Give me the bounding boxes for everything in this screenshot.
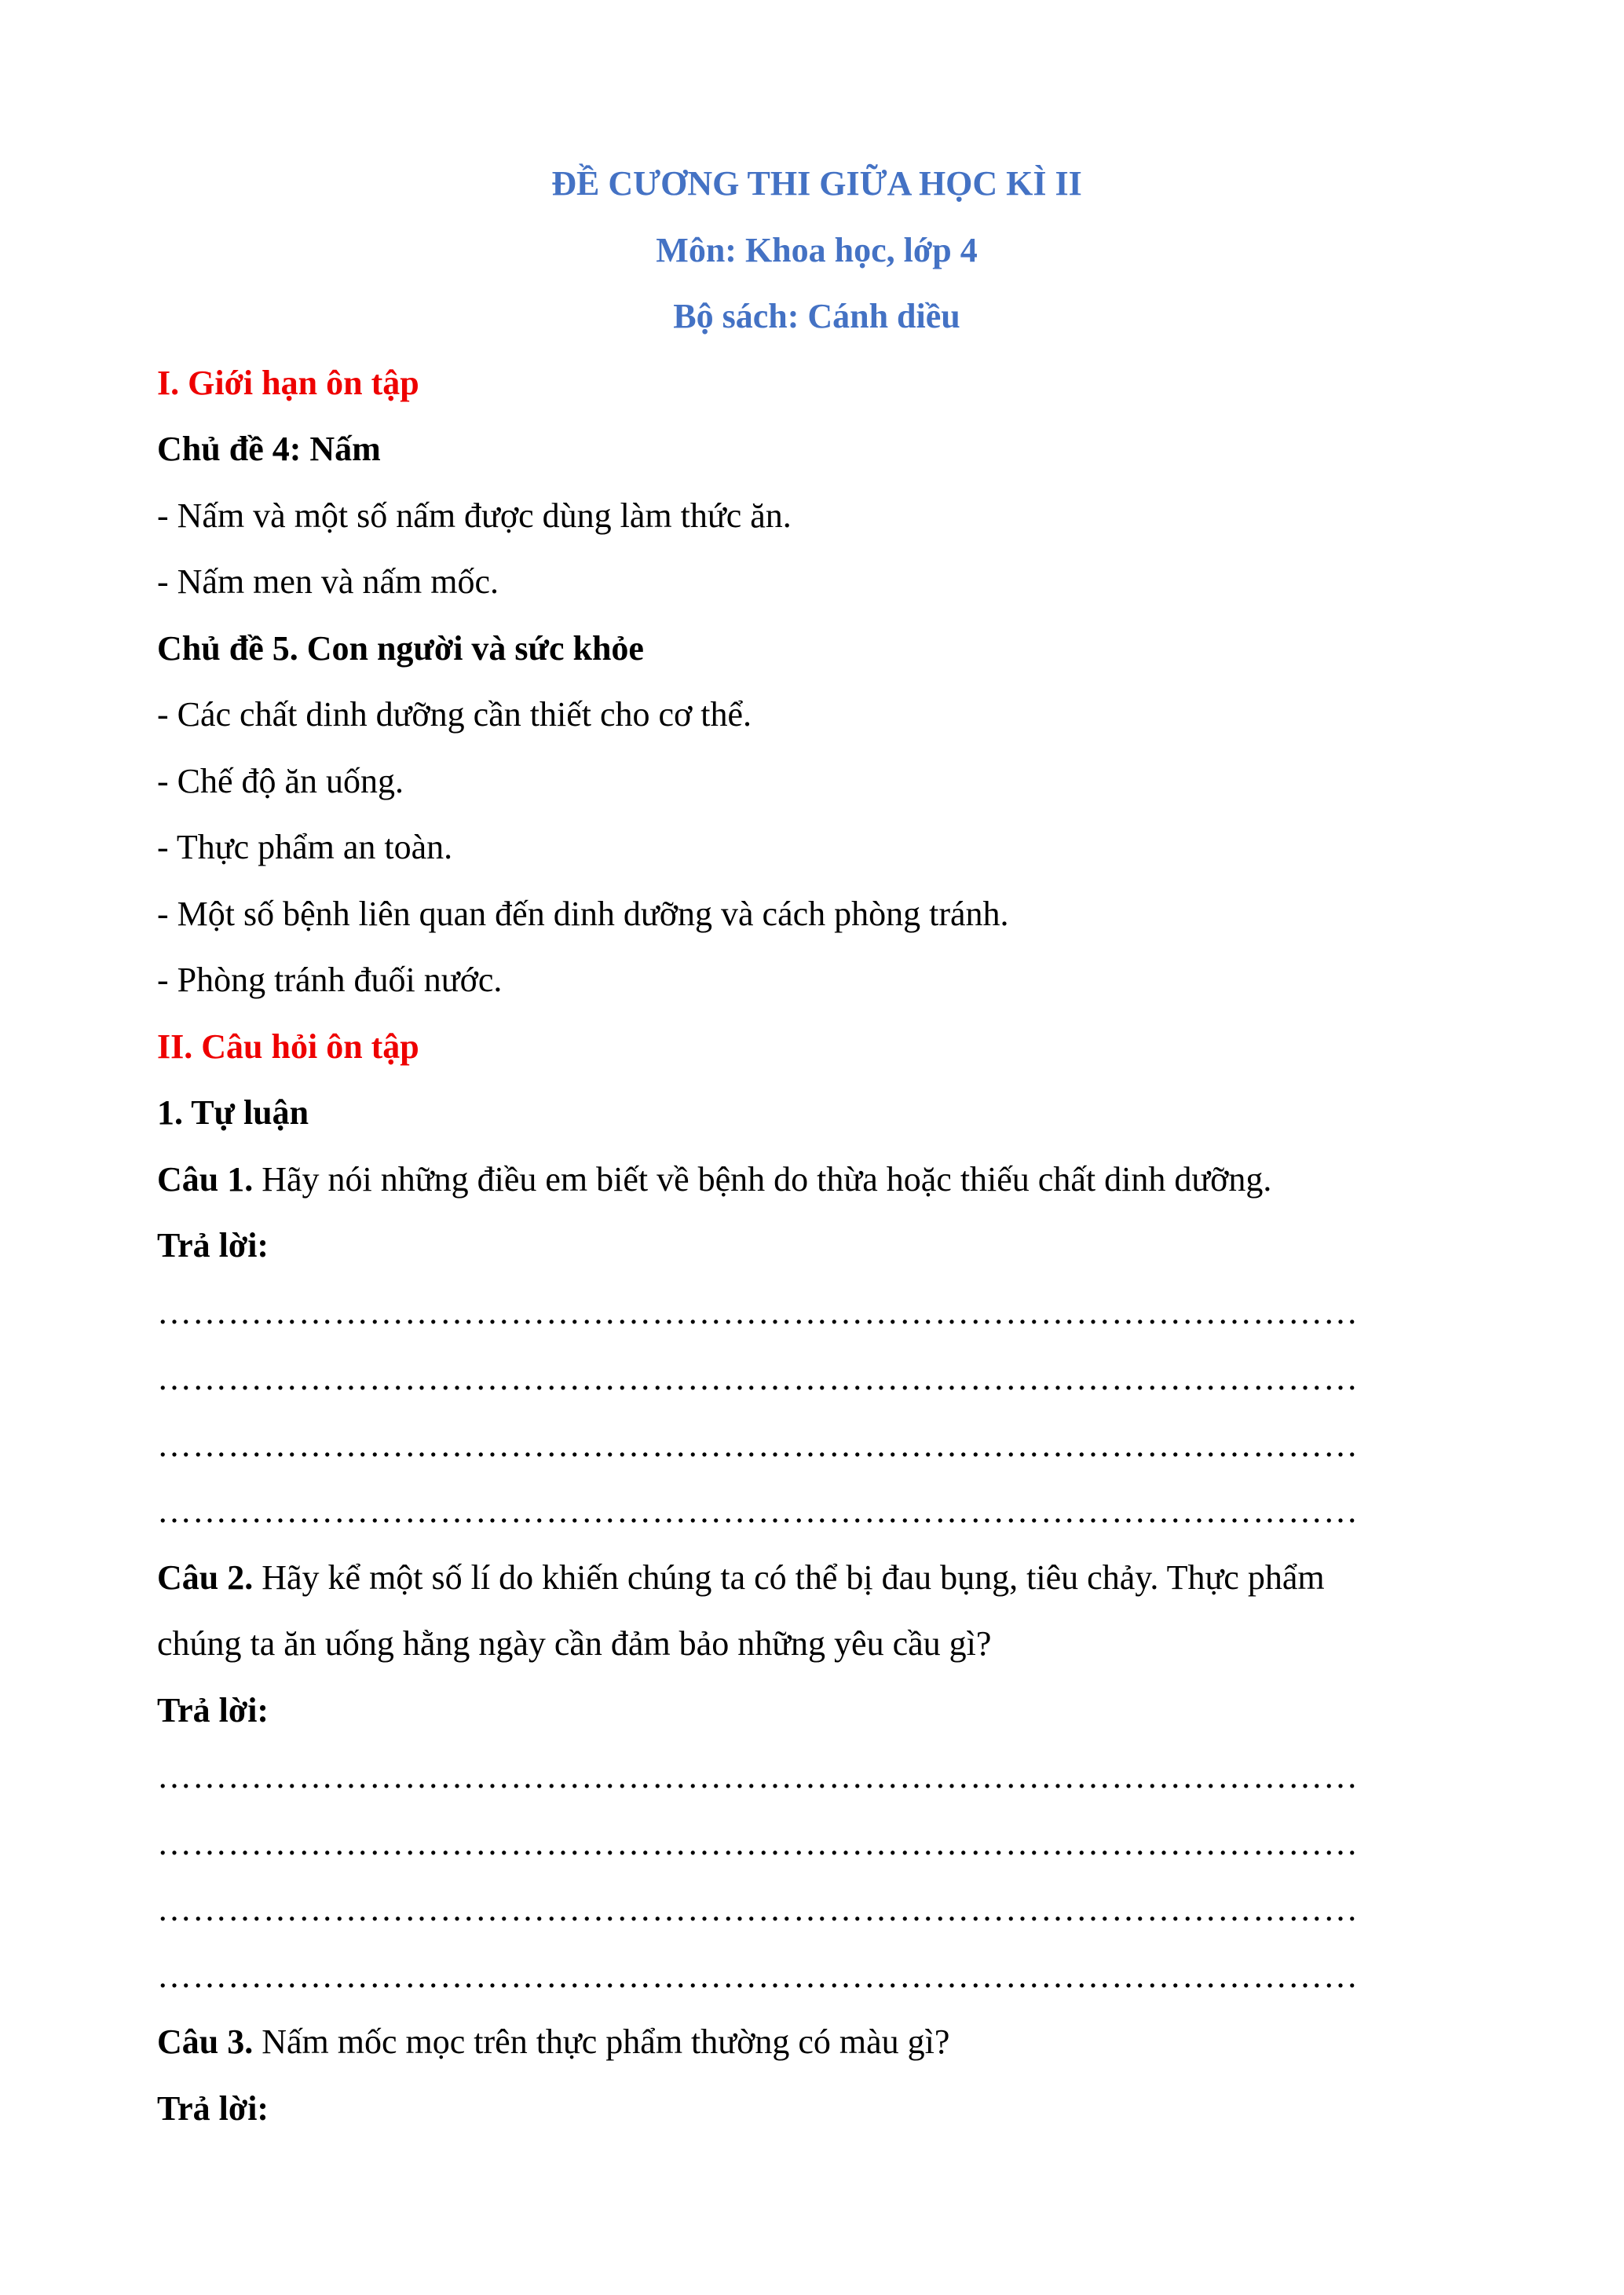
topic-5-item: - Một số bệnh liên quan đến dinh dưỡng và cách phòng tránh. <box>157 894 1009 933</box>
section-heading-review-scope: I. Giới hạn ôn tập <box>157 363 419 402</box>
subject-line: Môn: Khoa học, lớp 4 <box>656 230 978 269</box>
answer-line[interactable]: ………………………………………………………………………………………… <box>157 1823 1359 1862</box>
question-2-continuation: chúng ta ăn uống hằng ngày cần đảm bảo những yêu cầu gì? <box>157 1624 992 1663</box>
question-2 <box>157 1545 1476 1612</box>
question-text: Nấm mốc mọc trên thực phẩm thường có màu gì? <box>253 2022 950 2061</box>
section-heading-review-questions: II. Câu hỏi ôn tập <box>157 1027 419 1066</box>
answer-line[interactable]: ………………………………………………………………………………………… <box>157 1425 1359 1464</box>
topic-5-item: - Chế độ ăn uống. <box>157 761 404 800</box>
topic-4-title: Chủ đề 4: Nấm <box>157 430 381 468</box>
answer-label: Trả lời: <box>157 2088 269 2128</box>
question-text: Hãy nói những điều em biết về bệnh do thừa hoặc thiếu chất dinh dưỡng. <box>253 1159 1272 1199</box>
topic-4-item: - Nấm và một số nấm được dùng làm thức ăn. <box>157 496 792 535</box>
topic-5-item: - Phòng tránh đuối nước. <box>157 961 503 999</box>
question-3 <box>157 2009 1476 2076</box>
answer-line[interactable]: ………………………………………………………………………………………… <box>157 1359 1359 1397</box>
answer-line[interactable]: ………………………………………………………………………………………… <box>157 1292 1359 1331</box>
answer-line[interactable]: ………………………………………………………………………………………… <box>157 1492 1359 1530</box>
answer-line[interactable]: ………………………………………………………………………………………… <box>157 1956 1359 1995</box>
document-page <box>157 151 1476 2142</box>
answer-line[interactable]: ………………………………………………………………………………………… <box>157 1890 1359 1928</box>
question-label: Câu 1. <box>157 1159 254 1199</box>
part-essay-title: 1. Tự luận <box>157 1093 309 1132</box>
topic-5-item: - Thực phẩm an toàn. <box>157 828 453 866</box>
book-line: Bộ sách: Cánh diều <box>673 297 960 335</box>
answer-label: Trả lời: <box>157 1690 269 1729</box>
topic-4-item: - Nấm men và nấm mốc. <box>157 562 499 601</box>
document-title: ĐỀ CƯƠNG THI GIỮA HỌC KÌ II <box>551 164 1082 203</box>
topic-5-item: - Các chất dinh dưỡng cần thiết cho cơ thể. <box>157 695 752 734</box>
question-text: Hãy kể một số lí do khiến chúng ta có thể bị đau bụng, tiêu chảy. Thực phẩm <box>253 1557 1325 1597</box>
question-label: Câu 3. <box>157 2022 254 2061</box>
answer-label: Trả lời: <box>157 1226 269 1265</box>
answer-line[interactable]: ………………………………………………………………………………………… <box>157 1757 1359 1795</box>
question-label: Câu 2. <box>157 1557 254 1597</box>
question-1 <box>157 1147 1476 1213</box>
topic-5-title: Chủ đề 5. Con người và sức khỏe <box>157 628 644 668</box>
